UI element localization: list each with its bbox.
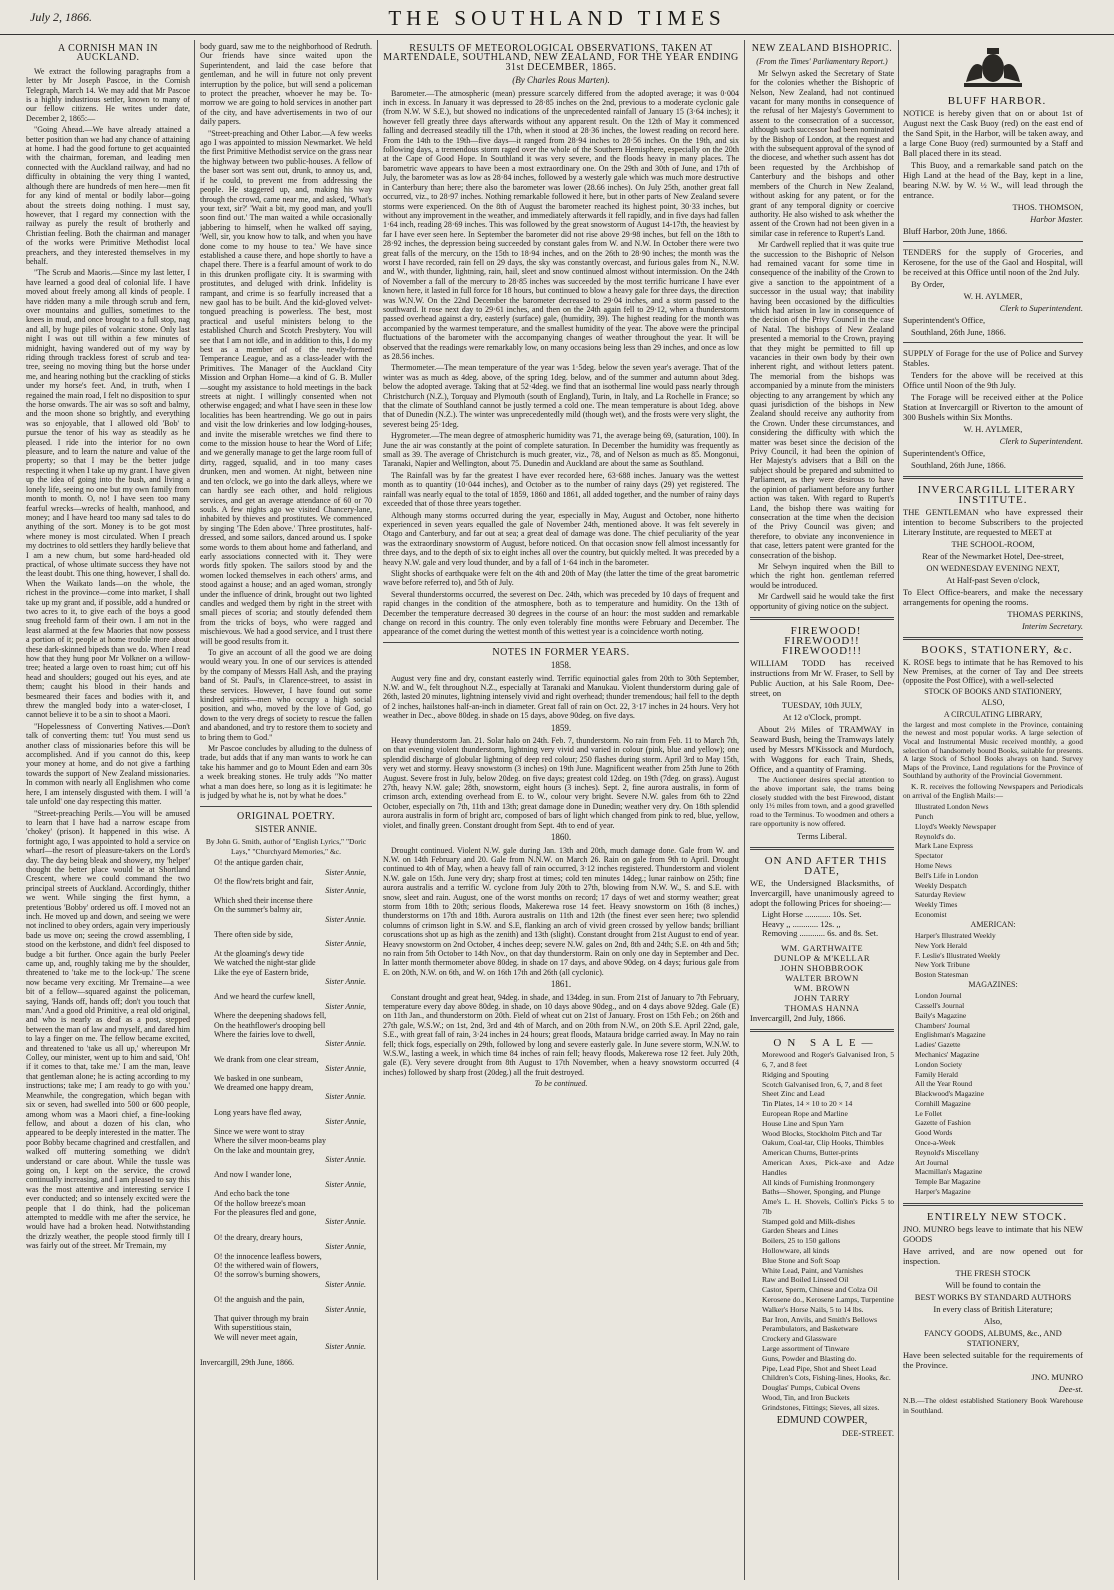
list-item: Douglas' Pumps, Cubical Ovens (762, 1383, 860, 1393)
list-item: Boston Statesman (915, 970, 969, 980)
onsale-advert (750, 1038, 894, 1437)
shoeing-prices (750, 910, 894, 939)
poem-line: O! the dreary, dreary hours, (214, 1232, 303, 1242)
poem-line: Sister Annie, (325, 939, 366, 949)
institute-notice (903, 485, 1083, 631)
forage-role: Clerk to Superintendent. (999, 436, 1083, 447)
poem-line: Sister Annie. (325, 977, 366, 986)
books-also: ALSO, (981, 698, 1005, 708)
newstock-street: Dee-st. (1058, 1383, 1083, 1394)
list-item: Weekly Times (915, 900, 958, 910)
forage-office: Superintendent's Office, (903, 448, 986, 459)
list-item: Good Words (915, 1128, 953, 1138)
newstock-title: ENTIRELY NEW STOCK. (926, 1210, 1068, 1223)
list-item: Blackwood's Magazine (915, 1089, 984, 1099)
poem-line: Where the fairies love to dwell, (214, 1030, 315, 1040)
tenders-office: Superintendent's Office, (903, 315, 986, 326)
forage-body: SUPPLY of Forage for the use of Police and Survey Stables. (903, 348, 1083, 369)
column-3 (383, 42, 739, 1580)
onsale-street: DEE-STREET. (841, 1427, 894, 1438)
poem-line: Sister Annie, (325, 1064, 366, 1074)
paragraph: "Hopelessness of Converting Natives.—Don't talk of converting them: tut! You must send us another class of missionaries before this will be accomplished. And if you cannot do this, keep your money at home, and do not give a farthing towards the support of New Zealand missionaries. In common with nearly all Englishmen who come here, I am intensely disgusted with them. I will 'a tale unfold' one day respecting this matter. (26, 721, 190, 807)
paragraph: Thermometer.—The mean temperature of the year was 1·5deg. below the seven year's average. That of the winter was as much as 4deg. above, of the spring 1deg. below, and of the summer and autumn about 3deg. below the adopted average. Taking that at 52·4deg. we find that an isothermal line would pass nearly through Christchurch (N.Z.), Torquay and Plymouth (south of England), Turin, in Italy, and La Rochelle in France; so that the climate of Southland cannot be justly termed a cold one. The mean temperature is about 1deg. above that of Dunedin (N.Z.). The winter was unprecedentedly mild (though wet), and the frosts were very slight, the severest being 25·1deg. (383, 363, 739, 429)
divider (903, 342, 1083, 343)
poem-line: We watched the night-star glide (214, 958, 316, 968)
list-item: Crockery and Glassware (762, 1334, 837, 1344)
blacksmith-name: DUNLOP & M'KELLAR (773, 953, 871, 964)
tenders-date: Southland, 26th June, 1866. (911, 327, 1006, 338)
poem-stanza (214, 858, 372, 924)
list-item: Once-a-Week (915, 1138, 956, 1148)
meteorology-byline: (By Charles Rous Marten). (512, 75, 610, 86)
new-stock-advert (903, 1212, 1083, 1416)
list-item: White Lead, Paint, and Varnishes (762, 1265, 864, 1275)
list-item: Chambers' Journal (915, 1020, 970, 1030)
onsale-title: ON SALE— (773, 1037, 879, 1050)
books-library-text: the largest and most complete in the Province, containing the newest and most popular works. A large selection of Vocal and Instrumental Music received monthly, a good selection of handsomely bound Books, suitable for presents. A large Stock of School Books always on hand. Survey Maps of the Province, Land regulations for the Province of Southland by authority of the Provincial Government. (903, 719, 1083, 781)
list-item: European Rope and Marline (762, 1108, 848, 1118)
books-body: K. ROSE begs to intimate that he has Removed to his New Premises, at the corner of Tay and Dee streets (opposite the Post Office), with a well-selected (903, 657, 1083, 686)
list-item: Illustrated London News (915, 802, 989, 812)
tenders-sign: W. H. AYLMER, (963, 291, 1023, 302)
blacksmiths-date: Invercargill, 2nd July, 1866. (750, 1013, 846, 1024)
paragraph: Slight shocks of earthquake were felt on the 4th and 20th of May (the latter the time of the great barometric wave before referred to), and 5th of July. (383, 568, 739, 588)
year-note: Drought continued. Violent N.W. gale during Jan. 13th and 20th, much damage done. Gale from W. and N.W. on 14th February and 20. Gale from N.N.W. on March 26. Rain on gale from 9th to April. Drought continued to 4th of May, when a heavy fall of rain occurred, 3·12 inches registered. Thunderstorm and violent N.W. gale on 15th. June very dry; sharp frost at times; cold ten minutes 14deg.; lunar rainbow on 25th; fine aurora australis and a terrific W. cyclone from July 20th to 27th, blowing from N.W. W., S. and S.E. with snow, sleet and rain. August, one of the worst months on record; 17 days of wet and stormy weather; great storm from 18th to 20th; serious floods, Makerewa rose 14 feet. Heavy snowstorm on 16th (8 inches,) thunderstorms on 17th and 18th. Aurora australis on 11th and 12th (the finest ever seen here; two splendid columns of crimson light in S.W. and S.E, flanking an arch of vivid green crossed by yellow bands; brilliant coruscations shot up as high as the zenith) and 13th (slight). Constant drought from 21st August to end of year. Heavy snowstorm on 2nd October, 4 inches deep; severe N.W. gales on 2nd, 8th and 24th; S.E. on 4th and 5th; no rain from 5th October to 14th Nov., on that day thunderstorm. Rain on only one day in September and Dec. In latter month thermometer above 80deg. in shade on 17 days, and above 90deg. on 4 days; furious gale from E. on 20th, N.W. on 6th, and W. on 16th 17th and 26th (all cyclonic). (383, 845, 739, 977)
poem-line: Sister Annie. (325, 1039, 366, 1049)
poem-line: On the heathflower's drooping bell (214, 1020, 326, 1030)
forage-notice (903, 348, 1083, 470)
column-rule (898, 40, 899, 1580)
firewood-date: TUESDAY, 10th JULY, (781, 699, 863, 710)
divider (903, 241, 1083, 242)
poem-line: And we heard the curfew knell, (214, 992, 315, 1002)
newstock-body-2: Have arrived, and are now opened out for inspection. (903, 1245, 1083, 1266)
list-item: Baths—Shower, Sponging, and Plunge (762, 1187, 881, 1197)
poem-line: Like the eye of Eastern bride, (214, 967, 309, 977)
firewood-terms: Terms Liberal. (797, 830, 847, 841)
divider (383, 642, 739, 643)
forage-date: Southland, 26th June, 1866. (911, 460, 1006, 471)
list-item: Grindstones, Fittings; Sieves, all sizes. (762, 1402, 880, 1412)
list-item: Macmillan's Magazine (915, 1167, 983, 1177)
poem-line: And now I wander lone, (214, 1170, 292, 1180)
books-title: BOOKS, STATIONERY, &c. (921, 644, 1073, 657)
list-item: Garden Shears and Lines (762, 1226, 839, 1236)
blacksmith-names (750, 943, 894, 1013)
poem-stanza (214, 1170, 372, 1226)
newstock-body: JNO. MUNRO begs leave to intimate that his NEW GOODS (903, 1223, 1083, 1244)
paragraph: Mr Cardwell replied that it was quite true the succession to the Bishopric of Nelson had remained vacant for some time in consequence of the inability of the Crown to give a sanction to the appointment of a successor in the usual way; that inability having been occasioned by the difficulties which had arisen in law in consequence of the decision of the Privy Council in the case of Natal. The bishops of New Zealand presented a memorial to the Crown, praying that they might be permitted to fill up vacancies in their own body by their own inherent right, and without letters patent. The memorial from the bishops was accompanied by a minute from the ministers objecting to any arrangement by which any quasi jurisdiction of the bishops in New Zealand should receive any authority from the Crown. Under these circumstances, and considering the difficulty with which the matter was beset since the decision of the Privy Council, it had been the opinion of Her Majesty's advisers that a Bill on the subject should be prepared and submitted to Parliament, as they were desirous to have the opinion of parliament before any further action was taken. With regard to Rupert's Land, the bishop there was waiting for consecration at the time when the decision of the Privy Council was given; and therefore, to obviate any inconvenience in that case, letters patent were granted for the consecration of the bishop. (750, 240, 894, 560)
meteorology-heading: RESULTS OF METEOROLOGICAL OBSERVATIONS, TAKEN AT MARTENDALE, SOUTHLAND, NEW ZEALAND, FOR THE YEAR ENDING 31st DECEMBER, 1865. (383, 43, 739, 73)
poem-line: Long years have fled away, (214, 1107, 302, 1117)
poem-line: There often side by side, (214, 929, 293, 939)
bishopric-heading: NEW ZEALAND BISHOPRIC. (751, 43, 893, 54)
newstock-fresh: THE FRESH STOCK (955, 1267, 1031, 1278)
list-item: Ridging and Spouting (762, 1069, 829, 1079)
blacksmith-name: WALTER BROWN (785, 973, 859, 984)
poem-line: O! the flow'rets bright and fair, (214, 876, 314, 886)
forage-sign: W. H. AYLMER, (963, 424, 1023, 435)
poem-line: With superstitious stain, (214, 1323, 292, 1333)
poem-line: Sister Annie. (325, 1217, 366, 1227)
list-item: Mark Lane Express (915, 841, 973, 851)
poem-line: Sister Annie, (325, 1304, 366, 1314)
year-note: August very fine and dry, constant easterly wind. Terrific equinoctial gales from 20th to 30th September, N.W. and W., felt throughout N.Z., especially at Taranaki and Manukau. Violent thunderstorm during gale of 26th, lasted 20 minutes, lightning intensely vivid and right overhead; thunder tremendous; hail fell to the depth of 2 inches, hailstones half-an-inch in diameter. Great fall of rain on Oct. 22, 3·17 inches in 24 hours. Very hot weather in Dec., above 80deg. in shade on 15 days, above 90deg. on five days. (383, 673, 739, 721)
paragraph: Mr Pascoe concludes by alluding to the dulness of trade, but adds that if any man wants to work he can take his hammer and go to Mount Eden and earn 30s a week breaking stones. He truly adds "No matter what a man does here, so long as it is legitimate: he is judged by what he is, not by what he does." (200, 744, 372, 801)
divider (750, 617, 894, 620)
paragraph: Mr Selwyn inquired when the Bill to which the right hon. gentleman referred would be introduced. (750, 561, 894, 590)
bluff-harbor-notice (903, 96, 1083, 236)
year-heading: 1861. (550, 979, 572, 990)
paragraph: Barometer.—The atmospheric (mean) pressure scarcely differed from the adopted average; it was 0·004 inch in excess. In January it was depressed to 28·85 inches on the 2nd, previous to a moderate cyclonic gale (from N.W. W S.E.), but showed no indications of the unprecedented rainfall of January 15 (3·64 inches); it however fell greatly three days afterwards without any apparent result. On the 12th of May it commenced falling and decreased steadily till the 17th, when it stood at 28·36 inches, the lowest reading on record here. From the 14th to the 19th—five days—it ranged from 28·94 inches to 28·56 inches. On the 19th, and six following days, a tremendous storm raged over the whole of the Southern Hemisphere, especially on the 20th at the Cape of Good Hope. In Southland it was very severe, and the floods heavy in many places. The barometric wave appears to have been a most extraordinary one. On the 29th and 30th of June, and 17th of July, the barometer was as low as 28·84 inches, followed by a westerly gale which was much more destructive in Canterbury than here; there also the barometer was lower (28.66 inches). On July 25th, another great fall occurred, viz., to 28·97 inches. Nothing remarkable followed it here, but in other parts of New Zealand severe storms were experienced. On the 8th of August the barometer reached its highest point, 30·33 inches, but without any improvement in the weather, and immediately afterwards it fell rapidly, and in five days had fallen 1·64 inch, reading 28·69 inches. This was followed by the great snowstorm of August 14-17th, the heaviest by far I have ever seen here. In September the barometer did not rise above 29·98 inches, but fell on the 18th to 28·92 inches, the depression being succeeded by constant gales from W. and N.W. In October there were two great falls of the mercury, on the 15th to 18·94 inches, and on the 26th to 28·90 inches; the month was the worst I have recorded, rain fell on 29 days, the sky was constantly overcast, and furious gales from N., N.W. and W., with thunder, lightning, rain, hail, sleet and snow continued almost without intermission. On the 24th of November a fall of the mercury to 28·85 inches was succeeded by the most terrific hurricane I have ever known here, it lasted in full force for 18 hours, but continued to blow a heavy gale for three days, the direction was W.N.W. On the 22nd December the barometer decreased to 29·04 inches, and a storm passed to the southward. It rose next day to 29·61 inches, and then on the 24th again fell to 29·12, when a thunderstorm passed overhead against a dry, easterly (surface) gale, (humidity, 39). The highest reading for the month was accompanied by the warmest temperature, and the smallest humidity of the year. The above were the principal fluctuations of the barometer with the accompanying changes of weather throughout the year. It will be observed that the readings were remarkably low, on many occasions being less than 29 inches, and once as low as 28.56 inches. (383, 88, 739, 361)
poem-stanza (214, 930, 372, 986)
year-note: Constant drought and great heat, 94deg. in shade, and 134deg. in sun. From 21st of January to 7th February, temperature every day above 80deg. in shade, on 10 days above 90deg., and on 4 days above 92deg. Gale (E) on 11th Jan., and thunderstorm on 20th. Field of wheat cut on 21st of January. Frost on 15th Feb.; on 26th and 27th gale, W.S.W.; on 1st, 2nd, 3rd and 4th of March, and on 20th from N.W., on 20th S.E. April 22nd, gale, S.E., with great fall of rain, 3·24 inches in 24 hours; great floods, Mataura bridge carried away. In May no rain fell; thick fogs, especially on 29th, followed by long and severe easterly gale. In June severe storm, W.N.W. to W.S.W., lasting a week, in which time 84 inches of rain fell; heavy floods, Makerewa rose 12 feet. July 20th, gale (E). Very severe drought from 8th August to 17th November, when a heavy snowstorm occurred (4 inches) followed by sharp frost (20deg.) all the fruit destroyed. (383, 992, 739, 1077)
list-item: Englishman's Magazine (915, 1030, 986, 1040)
list-item: Spectator (915, 851, 943, 861)
list-item: Family Herald (915, 1069, 958, 1079)
paragraph: "Going Ahead.—We have already attained a better position than we had any chance of attaining at home. I had the good fortune to get acquainted with the chairman, foreman, and leading men connected with the Auckland railway, and had no difficulty in obtaining the very thing I wanted, although there are hundreds of men here—men fit for any kind of mental or bodily labor—going about the streets doing nothing. I must say, however, that I regard my connection with the railway as purely the result of brotherly and Christian feeling. Both the chairman and manager of the works were Primitive Methodist local preachers, and they interested themselves in my behalf. (26, 125, 190, 266)
list-item: Oakum, Coal-tar, Clip Hooks, Thimbles (762, 1138, 884, 1148)
paragraph: "Street-preaching and Other Labor.—A few weeks ago I was appointed to mission Newmarket. We held the first Primitive Methodist service on the grass near the highway between two public-houses. A fellow of the baser sort was sent out, drunk, to annoy us, and, if he could, to prevent me from addressing the people. He staggered up, and, making his way through the crowd, came near me, and asked, 'What's your text, sir?' 'Wait a bit, my good man, and you'll soon find out.' The man waited a while occasionally jabbering to himself, when he walked off saying, 'Well, sir, you know how to talk, and when you have done come to my house to tea.' We have since established a cause there, and hope shortly to have a chapel there. There is a fearful amount of work to do in this drunken profligate city. It is swarming with prostitutes, and deluged with drink. Infidelity is rampant, and crime is so fearfully increased that a new gaol has to be built. And the kid-gloved velvet-tongued preaching is powerless. The best, most practical and useful ministers belong to the established Church and Scotch Presbytery. You will see that I am not idle, and in addition to this, I do my best as a member of of the newly-formed Temperance League, and as a class-leader with the Primitives. The Manager of the Auckland City Mission and Orphan Home—a kind of G. B. Muller—sought my assistance to hold meetings in the back streets at night. I willingly consented when not otherwise engaged; and what I have seen in these low localities has been heartrending. We go out in pairs and visit the low drinkeries and low lodging-houses, and invite the miserable wretches we find there to come to the mission house to hear the Word of Life; and we generally manage to get the large room full of dirty, ragged, squalid, and in too many cases drunken, men and women. At night, between nine and ten o'clock, we go into the dark alleys, where we can hardly see each other, and hold religious services, and get an average attendance of 60 or 70 souls. A few nights ago we visited Chancery-lane, inhabited by thieves and prostitutes. We commenced by singing 'The Eden above.' Three prostitutes, half-dressed, and some sailors, danced around us. I spoke some words to them about home and fatherland, and early associations connected with it. They were words fitly spoken. The sailors stood by and the women locked themselves in each others' arms, and stood against a house; and an aged woman, strongly under the influence of drink, brought out two lighted candles and wedged them by right in the street with small pieces of scoria; and stoutly defended them from the tricks of boys, who were ragged and mischievous. We had a good service, and I trust there will be good results from it. (200, 128, 372, 646)
paragraph: To give an account of all the good we are doing would weary you. In one of our services is attended by the company of Messrs Hall Ash, and the praying band of St. Paul's, in Clarence-street, to assist in these services. However, I have found out some kindred spirits—men who occupy a high social position, and who, moved by the love of God, go down to the very dregs of society to rescue the fallen and abandoned, and try to restore them to society and to bring them to God." (200, 648, 372, 742)
institute-when: ON WEDNESDAY EVENING NEXT, (926, 563, 1060, 574)
list-item: Bell's Life in London (915, 870, 979, 880)
price-line: Heavy ,, ............ 12s. ,, (762, 918, 841, 929)
column-1 (26, 42, 190, 1580)
poem-line: Sister Annie. (325, 914, 366, 924)
poem-stanza (214, 1055, 372, 1102)
blacksmith-name: WM. BROWN (794, 983, 850, 994)
paragraph: Hygrometer.—The mean degree of atmospheric humidity was 71, the average being 69, (saturation, 100). In June the air was constantly at the point of complete saturation. In December the humidity was frequently as small as 39. The average of Christchurch is much greater, viz., 78, and of Nelson as much as 85. Mongonui, Taranaki, Napier and Wellington, about 75. Dunedin and Auckland are about the same as Southland. (383, 431, 739, 469)
list-item: Guns, Powder and Blasting do. (762, 1353, 857, 1363)
newstock-nb: N.B.—The oldest established Stationery Book Warehouse in Southland. (903, 1395, 1083, 1415)
institute-place: THE SCHOOL-ROOM, (951, 539, 1035, 550)
list-item: Art Journal (915, 1157, 949, 1167)
list-item: Temple Bar Magazine (915, 1177, 981, 1187)
institute-body: THE GENTLEMAN who have expressed their intention to become Subscribers to the projected Literary Institute, are requested to MEET at (903, 507, 1083, 538)
poem-line: And echo back the tone (214, 1189, 290, 1199)
paragraph: We extract the following paragraphs from a letter by Mr Joseph Pascoe, in the Cornish Telegraph, March 14. We may add that Mr Pascoe is a highly industrious settler, known to many of our fellow citizens. He writes under date, December 2, 1865:— (26, 66, 190, 123)
notes-heading: NOTES IN FORMER YEARS. (492, 646, 630, 658)
american-heading: AMERICAN: (970, 919, 1016, 929)
blacksmiths-advert (750, 856, 894, 1023)
firewood-advert (750, 626, 894, 841)
issue-date: July 2, 1866. (30, 10, 92, 24)
poem-line: On the summer's balmy air, (214, 905, 302, 915)
paragraph: Mr Cardwell said he would take the first opportunity of giving notice on the subject. (750, 592, 894, 611)
newspaper-title: THE SOUTHLAND TIMES (388, 6, 726, 30)
list-item: Raw and Boiled Linseed Oil (762, 1275, 849, 1285)
poem-line: Sister Annie. (325, 1279, 366, 1289)
column-4 (750, 42, 894, 1580)
list-item: Large assortment of Tinware (762, 1344, 850, 1354)
blacksmiths-title: ON AND AFTER THIS DATE, (764, 854, 888, 877)
poem-title: SISTER ANNIE. (254, 823, 317, 834)
bluff-role: Harbor Master. (1030, 214, 1083, 225)
list-item: Gazette of Fashion (915, 1118, 971, 1128)
divider (750, 847, 894, 850)
paragraph: Although many storms occurred during the year, especially in May, August and October, none hitherto experienced in seven years equalled the gale of November 24th, mentioned above. It was felt severely in Otago and Canterbury, and far out at sea; a great deal of damage was done. The chief peculiarity of the year was the extraordinary snowstorm of August, before noticed. On that occasion snow fell almost incessantly for three days, and to the depth of six to eight inches all over the country, but quickly melted. It was preceded by a heavy N.W. gale and very loud thunder, and by a fall of 1·64 inch in the barometer. (383, 510, 739, 567)
price-line: Light Horse ............ 10s. Set. (762, 908, 862, 919)
poem (200, 858, 372, 1352)
list-item: Cassell's Journal (915, 1000, 965, 1010)
poem-byline: By John G. Smith, author of "English Lyrics," "Doric Lays," "Churchyard Memories," &c. (205, 837, 367, 856)
list-item: Weekly Despatch (915, 880, 967, 890)
list-item: Hollowware, all kinds (762, 1246, 830, 1256)
institute-title: INVERCARGILL LITERARY INSTITUTE. (917, 484, 1077, 507)
newspaper-list (903, 802, 1083, 920)
list-item: Baily's Magazine (915, 1010, 967, 1020)
poem-line: Sister Annie, (325, 867, 366, 877)
list-item: Boilers, 25 to 150 gallons (762, 1236, 841, 1246)
american-list (903, 931, 1083, 980)
paragraph: Mr Selwyn asked the Secretary of State for the colonies whether the Bishopric of Nelson, New Zealand, had not continued vacant for many months in consequence of the refusal of her Majesty's Government to assent to the consecration of a successor, although such successor had been nominated by the Bishop of London, at the request and with the subsequent approval of the synod of the diocese, and whether such assent has dot been requested by the Archbishop of Canterbury and the bishops and other members of the Church in New Zealand, without asking for any patent, or for the grant of any temporal dignity or coercive authority. He also wished to ask whether the assent of the Crown had not been given in a similar case in reference to Rupert's Land. (750, 68, 894, 238)
list-item: New York Tribune (915, 960, 970, 970)
list-item: Reynold's do. (915, 831, 956, 841)
list-item: London Journal (915, 991, 962, 1001)
poem-line: At the gloaming's dewy tide (214, 948, 304, 958)
poem-line: We drank from one clear stream, (214, 1054, 319, 1064)
price-line: Removing ............ 6s. and 8s. Set. (762, 928, 879, 939)
newstock-sign: JNO. MUNRO (1031, 1371, 1083, 1382)
firewood-note: The Auctioneer desires special attention to the above important sale, the trams being closely studded with the best Firewood, distant only 1½ miles from town, and a good gravelled road to the Terminus. To woodmen and others a rare opportunity is now offered. (750, 774, 894, 828)
poem-line: Where the deepening shadows fell, (214, 1011, 327, 1021)
list-item: Walker's Horse Nails, 5 to 14 lbs. (762, 1304, 864, 1314)
poem-line: On the lake and mountain grey, (214, 1145, 315, 1155)
list-item: All kinds of Furnishing Ironmongery (762, 1177, 875, 1187)
list-item: Le Follet (915, 1108, 942, 1118)
newstock-also: Also, (983, 1315, 1003, 1326)
poem-line: Since we were wont to stray (214, 1126, 305, 1136)
institute-role: Interim Secretary. (1021, 621, 1083, 632)
bluff-date: Bluff Harbor, 20th June, 1866. (903, 226, 1008, 237)
institute-sign: THOMAS PERKINS, (1007, 609, 1083, 620)
poem-line: Sister Annie, (325, 886, 366, 896)
newstock-lit: In every class of British Literature; (933, 1303, 1053, 1314)
paragraph: "The Scrub and Maoris.—Since my last letter, I have learned a good deal of colonial life. I have moved about freely among all kinds of people. I have ridden many a mile through scrub and fern, over mountains and gullies, sometimes to the knees in mud, and once brought to a full stop, nag and all, by huge piles of volcanic stone. Only last night I was out till within a few minutes of midnight, having wandered out of my way by riding through trackless forest of scrub and tea-tree, seeing no moving thing but the horse under me, and hearing nothing but the crackling of sticks under my horse's feet. And, in truth, when I regained the main road, I felt no disposition to spur the horse onwards. The air was so soft and balmy, and the moon shone so brightly, and everything was so enjoyable, that I allowed old 'Bob' to pursue the tenor of his way as steadily as he pleased. I ride into the interior for no own pleasure, and to learn the nature and value of the property; so that I may be the better judge respecting it when I take up my grant. I have given up the idea of going into the bush, and living a lonely life, seeing no one but my own family from month to month. O, no! I have seen too many fearful wrecks—wrecks of health, manhood, and money; and I have heard too many sad tales to do anything of the sort. Money is to be got most where money is most circulated. When I preach my doctrines to old settlers they hardly believe that I am a new chum, but some hard-headed old practical, of whose ultimate success they have not the least doubt. This one thing, however, I shall do. When the Waikato lands—on the whole, the richest in the province—come into market, I shall take up my grant and, if possible, add a hundred or two acres to it, to give each of the boys a good snug freehold farm of their own. I am not in the least alarmed at the few Maories that now possess a portion of it; people at home trouble more about these dark-skinned bipeds than we do. When I read how that they hung poor Mr Volkner on a willow-tree; heated a large oven to roast him; cut off his head and shoulders; gouged out his eyes, and ate them; caught his blood in their hands and besmeared their faces and bodies with it, and threw the mangled body into a water-closet, I cannot believe it to be a sin to shoot a Maori. (26, 268, 190, 720)
list-item: Pipe, Lead Pipe, Shot and Sheet Lead (762, 1363, 877, 1373)
poem-line: Sister Annie. (325, 1092, 366, 1102)
newstock-best: BEST WORKS BY STANDARD AUTHORS (914, 1291, 1072, 1302)
year-note: Heavy thunderstorm Jan. 21. Solar halo on 24th. Feb. 7, thunderstorm. No rain from Feb. 11 to March 7th, on that evening violent thunderstorm, lightning very vivid and varied in colour (pink, blue and yellow); one splendid discharge of globular lightning of deep red colour; 250 flashes during storm. April 3rd to May 15th, very wet and stormy. Heavy snowstorm (3 inches) on 19th June. Magnificent weather from 25th June to 26th August. Severe frost in July, below 20deg. on five days; greatest cold 12deg. on 19th (7deg. on grass). August 27th, heavy N.W. gale; 28th, snowstorm, eight hours (3 inches). Sept. 2, fine aurora australis, in form of crimson arch, extending overhead from E. to W., colour very bright. Severe N.W. gales from 6th to 22nd October, especially on 7th, 11th and 13th; great damage done in Dunedin; weather very dry. On 18th splendid aurora australis in form of bright arc, composed of bars of light which changed from pink to red, blue, yellow, violet, and finally green. Constant drought from Sept. 4th to end of year. (383, 736, 739, 830)
poem-stanza (214, 1295, 372, 1351)
column-rule (194, 40, 195, 1580)
paragraph: The Rainfall was by far the greatest I have ever recorded here, 63·688 inches. January was the wettest month as to quantity (10·044 inches), and October as to the number of rainy days (29) yet registered. The rainfall was nearly equal to the total of 1859, 1860 and 1861, all added together, and the number of rainy days exceeded that of those three years together. (383, 470, 739, 509)
blacksmith-name: JOHN SHOBBROOK (780, 963, 864, 974)
firewood-lot: About 2½ Miles of TRAMWAY in Seaward Bush, being the Tramways lately used by Messrs M'Kissock and Murdoch, with Waggons for each Train, Sheds, Office, and a quantity of Framing. (750, 723, 894, 774)
list-item: Harper's Magazine (915, 1187, 971, 1197)
books-library: A CIRCULATING LIBRARY, (943, 709, 1043, 719)
list-item: F. Leslie's Illustrated Weekly (915, 950, 1001, 960)
tenders-notice (903, 247, 1083, 337)
poem-line: Which shed their incense there (214, 895, 313, 905)
list-item: Cornhill Magazine (915, 1098, 971, 1108)
onsale-seller: EDMUND COWPER, (776, 1414, 868, 1426)
tenders-order: By Order, (911, 279, 945, 290)
books-stock: STOCK OF BOOKS AND STATIONERY, (924, 687, 1062, 697)
poem-footer: Invercargill, 29th June, 1866. (200, 1357, 295, 1367)
poem-stanza (214, 1108, 372, 1164)
list-item: Home News (915, 860, 952, 870)
divider (903, 476, 1083, 479)
divider (903, 1203, 1083, 1206)
list-item: London Society (915, 1059, 963, 1069)
poem-line: Where the silver moon-beams play (214, 1136, 326, 1146)
list-item: Wood Blocks, Stockholm Pitch and Tar (762, 1128, 882, 1138)
onsale-items (750, 1050, 894, 1412)
magazines-heading: MAGAZINES: (968, 979, 1018, 989)
list-item: Bar Iron, Anvils, and Smith's Bellows (762, 1314, 878, 1324)
royal-arms-icon (903, 46, 1083, 92)
bluff-title: BLUFF HARBOR. (947, 95, 1047, 108)
list-item: Blue Stone and Soft Soap (762, 1255, 841, 1265)
firewood-body: WILLIAM TODD has received instructions from Mr W. Fraser, to Sell by Public Auction, at his Sale Room, Dee-street, on (750, 657, 894, 698)
newstock-fancy: FANCY GOODS, ALBUMS, &c., AND STATIONERY, (924, 1327, 1062, 1348)
poem-line: For the pleasures fled and gone, (214, 1207, 317, 1217)
masthead (0, 0, 1114, 35)
divider (200, 806, 372, 807)
paragraph: body guard, saw me to the neighborhood of Redruth. Our friends have since waited upon the Superintendent, and laid the case before that gentleman, and he will in future not only prevent interruption by the police, but will send a policeman to protect the preacher, whoever he may be. To-morrow we are going to hold services in another part of the city, and have advertisements in two of our daily papers. (200, 42, 372, 127)
institute-place-2: Rear of the Newmarket Hotel, Dee-street, (922, 551, 1064, 562)
list-item: House Line and Spun Yarn (762, 1118, 844, 1128)
list-item: Ame's L. H. Shovels, Collin's Picks 5 to 7lb (762, 1197, 894, 1216)
list-item: Tin Plates, 14 × 10 to 20 × 14 (762, 1099, 853, 1109)
poem-line: Of the hollow breeze's moan (214, 1198, 306, 1208)
blacksmith-name: JOHN TARRY (793, 993, 851, 1004)
column-2 (200, 42, 372, 1580)
list-item: Castor, Sperm, Chinese and Colza Oil (762, 1285, 878, 1295)
firewood-time: At 12 o'Clock, prompt. (782, 711, 862, 722)
poem-line: We will never meet again, (214, 1332, 298, 1342)
bluff-sign: THOS. THOMSON, (1012, 202, 1083, 213)
magazine-list (903, 991, 1083, 1197)
list-item: Stamped gold and Milk-dishes (762, 1216, 856, 1226)
list-item: Perambulators, and Basketware (762, 1324, 858, 1334)
forage-body-2: Tenders for the above will be received at this Office until Noon of the 9th July. (903, 370, 1083, 391)
bishopric-source: (From the Times' Parliamentary Report.) (756, 57, 888, 67)
list-item: American Axes, Pick-axe and Adze Handles (762, 1157, 894, 1177)
bluff-body-2: This Buoy, and a remarkable sand patch on the High Land at the head of the Bay, kept in a line, bearing N.W. by W. ½ W., will lead through the entrance. (903, 160, 1083, 201)
bluff-body: NOTICE is hereby given that on or about 1st of August next the Cask Buoy (red) on the east end of the Sand Spit, in the Harbor, will be taken away, and a large Cone Buoy (red) surmounted by a Staff and Ball placed there in its stead. (903, 108, 1083, 159)
newstock-selected: Have been selected suitable for the requirements of the Province. (903, 1349, 1083, 1370)
list-item: Economist (915, 909, 947, 919)
list-item: Children's Cots, Fishing-lines, Hooks, &c. (762, 1373, 891, 1383)
poem-line: O! the anguish and the pain, (214, 1295, 305, 1305)
books-papers-intro: K. R. receives the following Newspapers and Periodicals on arrival of the English Mails:— (903, 781, 1083, 800)
list-item: Reynold's Miscellany (915, 1147, 979, 1157)
list-item: Saturday Review (915, 890, 966, 900)
poetry-heading: ORIGINAL POETRY. (236, 810, 335, 822)
list-item: Punch (915, 811, 934, 821)
poem-stanza (214, 992, 372, 1048)
blacksmith-name: THOMAS HANNA (784, 1003, 860, 1014)
paragraph: Several thunderstorms occurred, the severest on Dec. 24th, which was preceded by 10 days of frequent and rapid changes in the condition of the atmosphere, both as to temperature and humidity. On the 13th of December the temperature decreased 30 degrees in the course of an hour: the most sudden and remarkable change on record in this country. The only even tolerably fine months were February and December. The appearance of the comet during the wettest month of this wettest year is a coincidence worth noting. (383, 589, 739, 637)
list-item: Scotch Galvanised Iron, 6, 7, and 8 feet (762, 1079, 883, 1089)
list-item: Ladies' Gazette (915, 1040, 961, 1050)
list-item: Harper's Illustrated Weekly (915, 930, 996, 940)
year-heading: 1860. (550, 832, 572, 843)
institute-time: At Half-past Seven o'clock, (946, 575, 1040, 586)
poem-stanza (214, 1233, 372, 1289)
poem-line: Sister Annie, (325, 1001, 366, 1011)
poem-line: O! the innocence leafless bowers, (214, 1251, 322, 1261)
column-rule (744, 40, 745, 1580)
poem-line: We dreamed one happy dream, (214, 1083, 314, 1093)
list-item: Morewood and Roger's Galvanised Iron, 5 6, 7, and 8 feet (762, 1050, 894, 1069)
poem-line: Sister Annie, (325, 1179, 366, 1189)
year-heading: 1859. (550, 722, 572, 733)
list-item: All the Year Round (915, 1079, 973, 1089)
list-item: Lloyd's Weekly Newspaper (915, 821, 997, 831)
divider (903, 637, 1083, 640)
paragraph: "Street-preaching Perils.—You will be amused to learn that I have had a narrow escape from 'chokey' (prison). It happened in this wise. A fortnight ago, I was appointed to hold a service on wharf—the resort of pleasure-takers on the Lord's day. The day being bleak and showery, my 'helper' thought the better place would be at Shortland Crescent, where we could command the two principal streets of Auckland. Accordingly, thither we went. While singing the first hymn, a pretentious 'Bobby' ordered us off. I moved not an inch. He moved up and down, and seeing we were not inclined to obey orders, again very imperiously bade us move on; seeing the crowd assembling, I stood on the kerbstone, and didn't feel disposed to budge a bit further. Once again the burly Peeler came up, and, roughly taking me by the shoulder, threatened to 'take me to the lock-up.' The scene now became very exciting. Mr Tremaine—a wee bit of a fellow—squared against the policeman, saying, 'Hands off, hands off; don't you touch that man.' And a good old Primitive, a real old original, and who is nearly as deaf as a post, stepped between the man of law and myself, and dared him to lay a finger on me. The fellow became excited, and threatened to 'take us all up,' whereupon Mr Colley, our minister, went up to him and said, 'Oh! if it comes to that, take me.' I am the man, leave that gentleman alone; he is acting according to my instructions; take me; I am ready to go with you.' Meanwhile, the congregation, which began with six or seven, had swelled into 500 or 600 people, among whom was a Maori chief, a fine-looking fellow, and about a dozen of his clan, who appeared to be deeply interested in the matter. The poor Bobby became chagrined and crestfallen, and walked off muttering something we didn't understand or care about. While the tussle was going on, I kept on the service, the crowd continually increasing, and I am pleased to say this was the most attentive and interesting service I ever conducted; and so intensely excited were the people that I do think, had the policeman attempted to meddle with me after the service, he would have had a broken head. Notwithstanding the drizzly weather, the people stood firmly till I was fairly out of the street. Mr Tremain, my (26, 808, 190, 1251)
forage-body-3: The Forage will be received either at the Police Station at Invercargill or Riverton to the amount of 300 Bushels within Six Months. (903, 392, 1083, 423)
poem-line: O! the sorrow's burning showers, (214, 1270, 321, 1280)
column-5 (903, 42, 1083, 1580)
year-heading: 1858. (550, 660, 572, 671)
poem-line: O! the antique garden chair, (214, 858, 304, 868)
poem-line: We basked in one sunbeam, (214, 1073, 303, 1083)
newstock-fresh-2: Will be found to contain the (945, 1279, 1041, 1290)
blacksmiths-body: WE, the Undersigned Blacksmiths, of Invercargill, have unanimously agreed to adopt the following Prices for shoeing:— (750, 877, 894, 908)
poem-line: O! the withered wain of flowers, (214, 1260, 319, 1270)
tenders-body: TENDERS for the supply of Groceries, and Kerosene, for the use of the Gaol and Hospital, will be received at this Office until noon of the 2nd July. (903, 247, 1083, 278)
firewood-title: FIREWOOD! FIREWOOD!! FIREWOOD!!! (781, 624, 863, 657)
list-item: American Churns, Butter-prints (762, 1148, 859, 1158)
list-item: Mechanics' Magazine (915, 1049, 980, 1059)
column-rule (377, 40, 378, 1580)
books-advert (903, 646, 1083, 1196)
poem-line: Sister Annie. (325, 1342, 366, 1352)
divider (750, 1029, 894, 1032)
poem-line: That quiver through my brain (214, 1314, 309, 1323)
to-be-continued: To be continued. (534, 1079, 588, 1089)
poem-line: Sister Annie, (325, 1117, 366, 1127)
list-item: New York Herald (915, 940, 967, 950)
list-item: Sheet Zinc and Lead (762, 1089, 825, 1099)
list-item: Wood, Tin, and Iron Buckets (762, 1393, 850, 1403)
article-heading-cornish: A CORNISH MAN IN AUCKLAND. (58, 43, 158, 64)
blacksmith-name: WM. GARTHWAITE (780, 943, 864, 954)
poem-line: Sister Annie. (325, 1154, 366, 1164)
poem-line: Sister Annie, (325, 1242, 366, 1252)
institute-purpose: To Elect Office-bearers, and make the necessary arrangements for opening the rooms. (903, 587, 1083, 608)
tenders-role: Clerk to Superintendent. (999, 303, 1083, 314)
list-item: Kerosene do., Kerosene Lamps, Turpentine (762, 1295, 894, 1305)
